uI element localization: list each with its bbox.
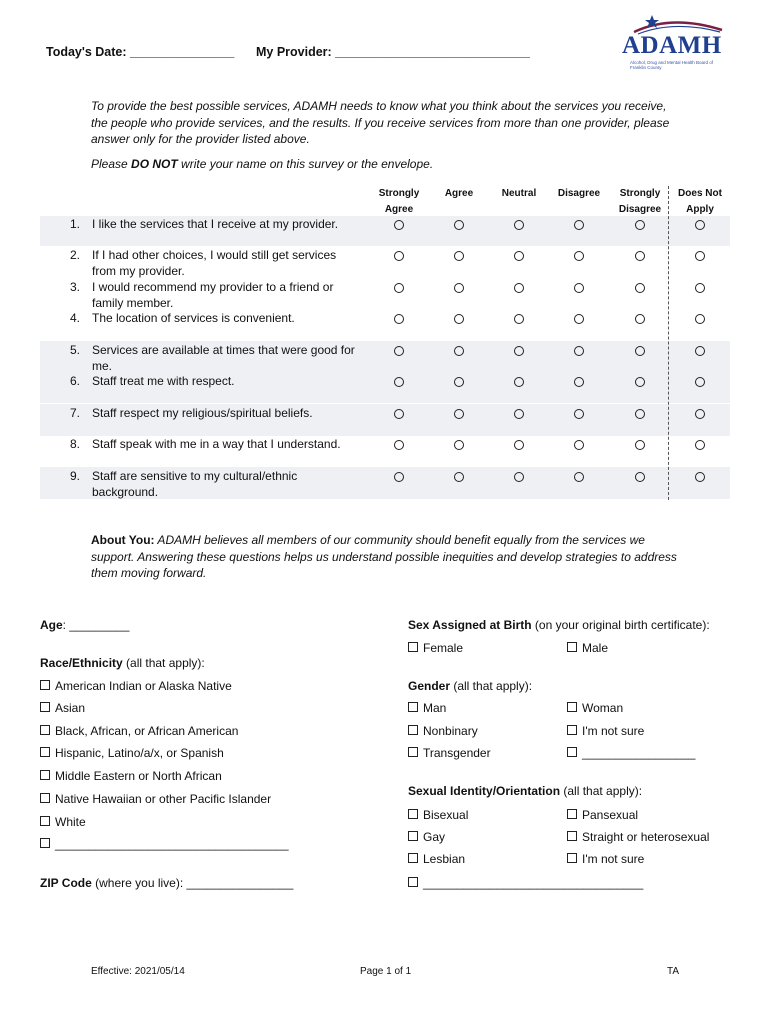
rating-radio[interactable] xyxy=(635,314,645,324)
checkbox-option[interactable] xyxy=(40,769,222,783)
checkbox[interactable] xyxy=(567,702,577,712)
column-header-line: Agree xyxy=(384,204,414,215)
checkbox-option[interactable] xyxy=(567,724,644,738)
checkbox-label: Man xyxy=(423,701,447,715)
page-number: Page 1 of 1 xyxy=(360,966,412,977)
rating-radio[interactable] xyxy=(454,283,464,293)
checkbox-label: American Indian or Alaska Native xyxy=(55,679,232,693)
checkbox-label: Straight or heterosexual xyxy=(582,830,710,844)
rating-radio[interactable] xyxy=(394,409,404,419)
column-header-line xyxy=(489,202,549,218)
race-heading: Race/Ethnicity (all that apply): xyxy=(40,656,205,670)
question-text: I would recommend my provider to a friend or family member. xyxy=(92,280,334,310)
checkbox[interactable] xyxy=(567,747,577,757)
rating-radio[interactable] xyxy=(394,283,404,293)
checkbox-option[interactable] xyxy=(40,701,85,715)
rating-radio[interactable] xyxy=(574,440,584,450)
checkbox[interactable] xyxy=(408,877,418,887)
checkbox-option[interactable] xyxy=(408,746,491,760)
checkbox-label: I'm not sure xyxy=(582,724,645,738)
logo-wordmark: ADAMH xyxy=(622,32,722,59)
checkbox[interactable] xyxy=(408,702,418,712)
rating-radio[interactable] xyxy=(454,346,464,356)
checkbox[interactable] xyxy=(567,642,577,652)
checkbox[interactable] xyxy=(40,793,50,803)
age-field[interactable]: Age: _________ xyxy=(40,618,130,632)
checkbox[interactable] xyxy=(40,680,50,690)
checkbox[interactable] xyxy=(40,747,50,757)
checkbox-label: Asian xyxy=(55,701,86,715)
column-header-line: Agree xyxy=(444,188,474,199)
column-header-line: Neutral xyxy=(501,188,537,199)
checkbox-label: Bisexual xyxy=(423,808,469,822)
rating-radio[interactable] xyxy=(394,377,404,387)
checkbox-option[interactable] xyxy=(40,679,232,693)
rating-radio[interactable] xyxy=(394,314,404,324)
checkbox-label: Nonbinary xyxy=(423,724,478,738)
checkbox-option[interactable] xyxy=(567,830,709,844)
rating-radio[interactable] xyxy=(394,472,404,482)
rating-radio[interactable] xyxy=(454,251,464,261)
question-number: 5. xyxy=(69,343,80,357)
question-number: 6. xyxy=(69,374,80,388)
question-number: 3. xyxy=(69,280,80,294)
effective-date: Effective: 2021/05/14 xyxy=(91,966,185,977)
checkbox[interactable] xyxy=(40,702,50,712)
rating-radio[interactable] xyxy=(695,314,705,324)
rating-radio[interactable] xyxy=(454,440,464,450)
checkbox-option[interactable] xyxy=(40,746,224,760)
rating-radio[interactable] xyxy=(454,314,464,324)
rating-radio[interactable] xyxy=(635,220,645,230)
checkbox-option[interactable] xyxy=(567,701,623,715)
column-header-line: Disagree xyxy=(557,188,601,199)
checkbox-option[interactable] xyxy=(40,815,86,829)
todays-date-field[interactable]: Today's Date: _______________ xyxy=(46,45,235,59)
checkbox-label: Woman xyxy=(582,701,624,715)
checkbox-option[interactable] xyxy=(408,876,643,890)
rating-radio[interactable] xyxy=(514,314,524,324)
rating-radio[interactable] xyxy=(514,283,524,293)
checkbox-option[interactable] xyxy=(408,852,465,866)
checkbox[interactable] xyxy=(408,853,418,863)
checkbox-label: Female xyxy=(423,641,464,655)
question-number: 7. xyxy=(69,406,80,420)
rating-radio[interactable] xyxy=(574,346,584,356)
rating-radio[interactable] xyxy=(514,440,524,450)
checkbox-option[interactable] xyxy=(40,792,271,806)
checkbox-label: Pansexual xyxy=(582,808,639,822)
rating-radio[interactable] xyxy=(635,346,645,356)
checkbox-label: Native Hawaiian or other Pacific Islander xyxy=(55,792,272,806)
checkbox-label: Male xyxy=(582,641,609,655)
checkbox[interactable] xyxy=(40,816,50,826)
checkbox-label: Lesbian xyxy=(423,852,466,866)
question-text: Staff speak with me in a way that I understand. xyxy=(92,437,341,451)
column-header xyxy=(429,186,489,218)
rating-radio[interactable] xyxy=(695,283,705,293)
question-number: 1. xyxy=(69,217,80,231)
column-header xyxy=(610,186,670,218)
question-number: 2. xyxy=(69,248,80,262)
rating-radio[interactable] xyxy=(695,440,705,450)
column-header-line: Strongly xyxy=(378,188,420,199)
checkbox[interactable] xyxy=(567,809,577,819)
rating-radio[interactable] xyxy=(695,409,705,419)
checkbox-label: I'm not sure xyxy=(582,852,645,866)
rating-radio[interactable] xyxy=(394,440,404,450)
rating-radio[interactable] xyxy=(514,472,524,482)
orientation-heading: Sexual Identity/Orientation (all that apply): xyxy=(408,784,643,798)
column-header xyxy=(369,186,429,218)
my-provider-field[interactable]: My Provider: ____________________________ xyxy=(256,45,530,59)
about-you-text: About You: ADAMH believes all members of our community should benefit equally from the services we support. Answering these questions helps us understand possible inequities and develop strategies to address them moving forward. xyxy=(91,533,677,580)
checkbox[interactable] xyxy=(408,831,418,841)
adamh-logo xyxy=(612,10,732,70)
sex-heading: Sex Assigned at Birth (on your original birth certificate): xyxy=(408,618,710,632)
rating-radio[interactable] xyxy=(635,283,645,293)
rating-radio[interactable] xyxy=(695,220,705,230)
question-text: The location of services is convenient. xyxy=(92,311,295,325)
rating-radio[interactable] xyxy=(574,283,584,293)
rating-radio[interactable] xyxy=(454,377,464,387)
rating-radio[interactable] xyxy=(574,472,584,482)
rating-radio[interactable] xyxy=(574,251,584,261)
checkbox-label: White xyxy=(55,815,86,829)
rating-radio[interactable] xyxy=(394,220,404,230)
checkbox-label: Gay xyxy=(423,830,446,844)
rating-radio[interactable] xyxy=(635,472,645,482)
checkbox-label: _________________ xyxy=(582,746,696,760)
rating-radio[interactable] xyxy=(454,409,464,419)
rating-radio[interactable] xyxy=(514,409,524,419)
rating-radio[interactable] xyxy=(514,251,524,261)
checkbox[interactable] xyxy=(40,838,50,848)
rating-radio[interactable] xyxy=(574,409,584,419)
question-text: Staff respect my religious/spiritual beliefs. xyxy=(92,406,313,420)
checkbox-label: ___________________________________ xyxy=(55,837,289,851)
column-header-line: Does Not xyxy=(678,188,722,199)
rating-radio[interactable] xyxy=(514,377,524,387)
rating-radio[interactable] xyxy=(574,377,584,387)
checkbox-option[interactable] xyxy=(567,852,644,866)
rating-radio[interactable] xyxy=(574,314,584,324)
checkbox-option[interactable] xyxy=(408,641,463,655)
intro-note: Please DO NOT write your name on this survey or the envelope. xyxy=(91,157,434,171)
question-number: 4. xyxy=(69,311,80,325)
checkbox-label: _________________________________ xyxy=(423,876,644,890)
rating-radio[interactable] xyxy=(514,220,524,230)
intro-paragraph: To provide the best possible services, ADAMH needs to know what you think about the services you receive, the people who provide services, and the results. If you receive services from more than one provider, please answer only for the provider listed above. xyxy=(91,99,670,146)
checkbox[interactable] xyxy=(408,725,418,735)
rating-radio[interactable] xyxy=(635,440,645,450)
question-text: Staff are sensitive to my cultural/ethnic background. xyxy=(92,469,298,499)
checkbox-label: Black, African, or African American xyxy=(55,724,239,738)
rating-radio[interactable] xyxy=(695,377,705,387)
column-header-line: Apply xyxy=(686,204,714,215)
checkbox[interactable] xyxy=(408,642,418,652)
checkbox-option[interactable] xyxy=(567,641,608,655)
question-text: If I had other choices, I would still get services from my provider. xyxy=(92,248,337,278)
column-header xyxy=(489,186,549,218)
question-number: 8. xyxy=(69,437,80,451)
rating-radio[interactable] xyxy=(454,220,464,230)
rating-radio[interactable] xyxy=(574,220,584,230)
column-header-line: Strongly xyxy=(619,188,661,199)
question-text: I like the services that I receive at my provider. xyxy=(92,217,339,231)
question-number: 9. xyxy=(69,469,80,483)
checkbox[interactable] xyxy=(40,770,50,780)
logo-subtitle: Alcohol, Drug and Mental Health Board of Franklin County xyxy=(630,60,714,70)
checkbox-option[interactable] xyxy=(408,808,468,822)
rating-radio[interactable] xyxy=(454,472,464,482)
checkbox-option[interactable] xyxy=(40,724,238,738)
zip-field[interactable]: ZIP Code (where you live): ________________ xyxy=(40,876,294,890)
table-divider xyxy=(668,186,669,500)
question-text: Staff treat me with respect. xyxy=(92,374,235,388)
rating-radio[interactable] xyxy=(695,346,705,356)
checkbox[interactable] xyxy=(408,747,418,757)
checkbox[interactable] xyxy=(40,725,50,735)
checkbox-option[interactable] xyxy=(408,830,445,844)
column-header xyxy=(549,186,609,218)
column-header-line: Disagree xyxy=(618,204,662,215)
rating-radio[interactable] xyxy=(635,409,645,419)
rating-radio[interactable] xyxy=(514,346,524,356)
column-header xyxy=(670,186,730,218)
checkbox-label: Transgender xyxy=(423,746,491,760)
gender-heading: Gender (all that apply): xyxy=(408,679,533,693)
column-header-line xyxy=(429,202,489,218)
column-header-line xyxy=(549,202,609,218)
checkbox[interactable] xyxy=(567,831,577,841)
form-code: TA xyxy=(667,966,680,977)
rating-radio[interactable] xyxy=(635,377,645,387)
rating-radio[interactable] xyxy=(394,251,404,261)
checkbox-option[interactable] xyxy=(40,837,289,851)
checkbox[interactable] xyxy=(567,853,577,863)
checkbox-option[interactable] xyxy=(567,808,638,822)
checkbox-option[interactable] xyxy=(408,701,446,715)
rating-radio[interactable] xyxy=(695,251,705,261)
checkbox-option[interactable] xyxy=(567,746,695,760)
question-text: Services are available at times that were good for me. xyxy=(92,343,355,373)
rating-radio[interactable] xyxy=(394,346,404,356)
checkbox-label: Middle Eastern or North African xyxy=(55,769,222,783)
checkbox-label: Hispanic, Latino/a/x, or Spanish xyxy=(55,746,224,760)
rating-radio[interactable] xyxy=(695,472,705,482)
checkbox[interactable] xyxy=(408,809,418,819)
checkbox-option[interactable] xyxy=(408,724,478,738)
rating-radio[interactable] xyxy=(635,251,645,261)
checkbox[interactable] xyxy=(567,725,577,735)
